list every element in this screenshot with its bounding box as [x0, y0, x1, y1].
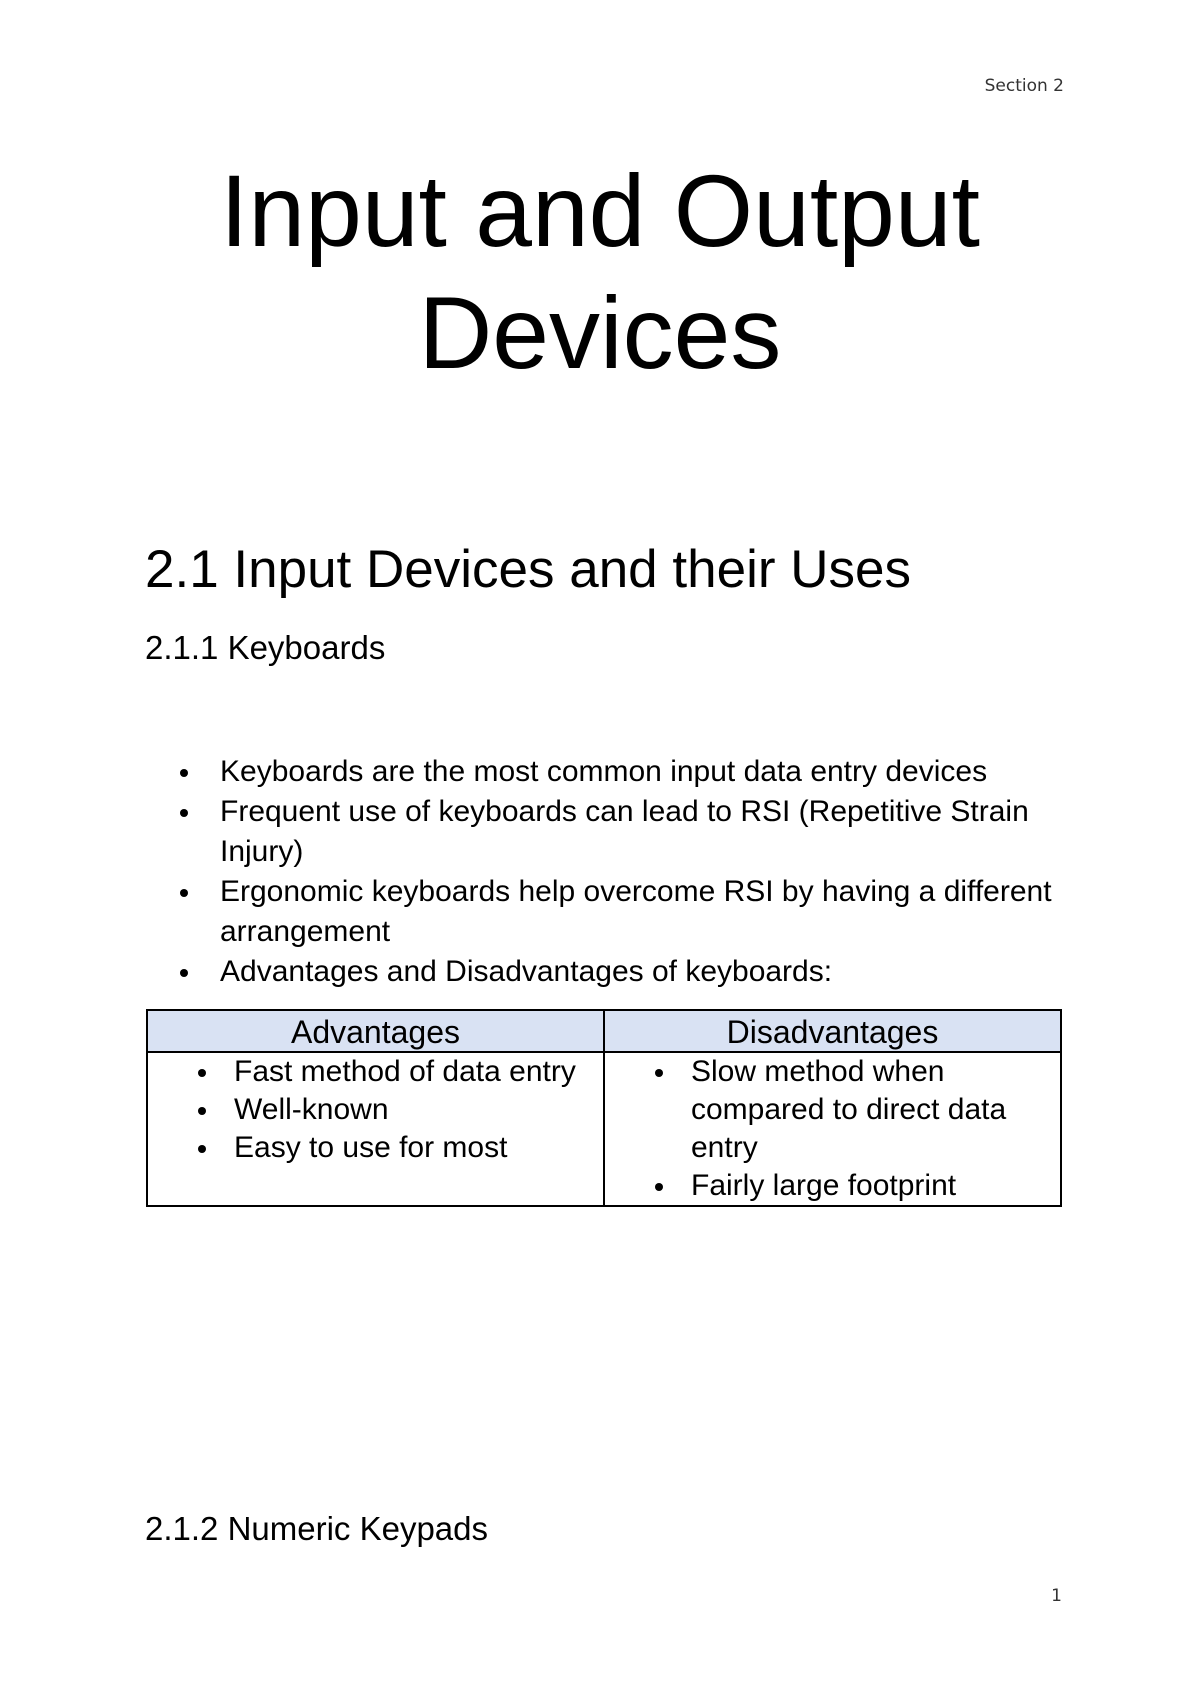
- list-item: Fairly large footprint: [653, 1167, 1060, 1205]
- subsection-heading-numeric-keypads: 2.1.2 Numeric Keypads: [145, 1510, 489, 1547]
- advantages-cell: [147, 1052, 604, 1206]
- list-item: Well-known: [196, 1091, 603, 1129]
- list-item: Ergonomic keyboards help overcome RSI by having a different arrangement: [176, 872, 1076, 952]
- keyboard-bullet-list: [176, 752, 1076, 992]
- table-header-row: [147, 1010, 1061, 1052]
- subsection-heading-keyboards: 2.1.1 Keyboards: [145, 629, 386, 666]
- section-label: Section 2: [984, 76, 1064, 96]
- list-item: Fast method of data entry: [196, 1053, 603, 1091]
- section-heading: 2.1 Input Devices and their Uses: [145, 540, 911, 599]
- list-item: Easy to use for most: [196, 1129, 603, 1167]
- disadvantages-list: [605, 1053, 1060, 1205]
- list-item: Advantages and Disadvantages of keyboards:: [176, 952, 1076, 992]
- disadvantages-header: Disadvantages: [604, 1010, 1061, 1052]
- page-number: 1: [1051, 1586, 1062, 1606]
- title-line-2: Devices: [418, 276, 782, 390]
- list-item: Slow method when compared to direct data entry: [653, 1053, 1060, 1167]
- disadvantages-cell: [604, 1052, 1061, 1206]
- document-title: [0, 150, 1200, 394]
- title-line-1: Input and Output: [220, 154, 980, 268]
- list-item: Frequent use of keyboards can lead to RSI (Repetitive Strain Injury): [176, 792, 1076, 872]
- list-item: Keyboards are the most common input data entry devices: [176, 752, 1076, 792]
- advantages-disadvantages-table: [146, 1009, 1062, 1207]
- table-row: [147, 1052, 1061, 1206]
- advantages-header: Advantages: [147, 1010, 604, 1052]
- advantages-list: [148, 1053, 603, 1167]
